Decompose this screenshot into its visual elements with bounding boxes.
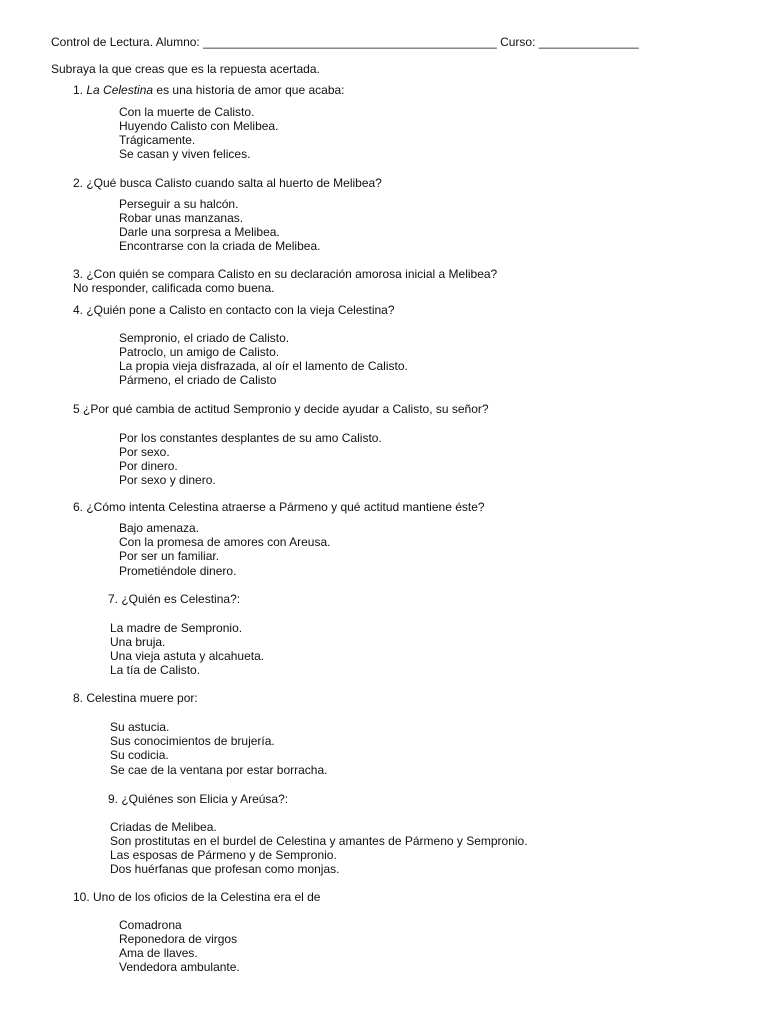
question-1-work-title: La Celestina [86, 83, 154, 97]
question-5-option-d[interactable]: Por sexo y dinero. [119, 473, 216, 487]
question-4: 4. ¿Quién pone a Calisto en contacto con la vieja Celestina? [73, 303, 395, 317]
question-8: 8. Celestina muere por: [73, 691, 198, 705]
question-9: 9. ¿Quiénes son Elicia y Areúsa?: [108, 792, 289, 806]
question-10-option-b[interactable]: Reponedora de virgos [119, 932, 238, 946]
question-2: 2. ¿Qué busca Calisto cuando salta al huerto de Melibea? [73, 176, 382, 190]
question-5: 5 ¿Por qué cambia de actitud Sempronio y decide ayudar a Calisto, su señor? [73, 402, 489, 416]
question-6-option-a[interactable]: Bajo amenaza. [119, 521, 200, 535]
question-1 [73, 83, 345, 97]
question-8-option-d[interactable]: Se cae de la ventana por estar borracha. [110, 763, 328, 777]
question-9-option-b[interactable]: Son prostitutas en el burdel de Celestina y amantes de Pármeno y Sempronio. [110, 834, 528, 848]
question-7-option-d[interactable]: La tía de Calisto. [110, 663, 201, 677]
question-1-option-b[interactable]: Huyendo Calisto con Melibea. [119, 119, 279, 133]
question-9-option-a[interactable]: Criadas de Melibea. [110, 820, 217, 834]
question-5-option-c[interactable]: Por dinero. [119, 459, 178, 473]
question-8-option-b[interactable]: Sus conocimientos de brujería. [110, 734, 275, 748]
question-6-option-c[interactable]: Por ser un familiar. [119, 549, 220, 563]
question-5-option-b[interactable]: Por sexo. [119, 445, 170, 459]
header-line: Control de Lectura. Alumno: ____________________________________________ Curso: _______________ [51, 35, 639, 49]
question-4-option-b[interactable]: Patroclo, un amigo de Calisto. [119, 345, 280, 359]
question-3: 3. ¿Con quién se compara Calisto en su declaración amorosa inicial a Melibea? [73, 267, 498, 281]
question-9-option-d[interactable]: Dos huérfanas que profesan como monjas. [110, 862, 340, 876]
question-6-option-b[interactable]: Con la promesa de amores con Areusa. [119, 535, 331, 549]
question-1-option-c[interactable]: Trágicamente. [119, 133, 196, 147]
question-3-note: No responder, calificada como buena. [73, 281, 275, 295]
question-1-option-a[interactable]: Con la muerte de Calisto. [119, 105, 255, 119]
question-2-option-c[interactable]: Darle una sorpresa a Melibea. [119, 225, 280, 239]
question-2-option-a[interactable]: Perseguir a su halcón. [119, 197, 239, 211]
question-1-number: 1. [73, 83, 87, 97]
question-9-option-c[interactable]: Las esposas de Pármeno y de Sempronio. [110, 848, 337, 862]
question-7-option-a[interactable]: La madre de Sempronio. [110, 621, 243, 635]
question-10-option-c[interactable]: Ama de llaves. [119, 946, 198, 960]
question-7: 7. ¿Quién es Celestina?: [108, 592, 241, 606]
question-6-option-d[interactable]: Prometiéndole dinero. [119, 564, 237, 578]
question-8-option-a[interactable]: Su astucia. [110, 720, 170, 734]
instructions: Subraya la que creas que es la repuesta acertada. [51, 62, 320, 76]
question-4-option-c[interactable]: La propia vieja disfrazada, al oír el lamento de Calisto. [119, 359, 408, 373]
question-7-option-c[interactable]: Una vieja astuta y alcahueta. [110, 649, 265, 663]
question-6: 6. ¿Cómo intenta Celestina atraerse a Pármeno y qué actitud mantiene éste? [73, 500, 485, 514]
question-4-option-d[interactable]: Pármeno, el criado de Calisto [119, 373, 277, 387]
question-2-option-d[interactable]: Encontrarse con la criada de Melibea. [119, 239, 321, 253]
question-1-rest: es una historia de amor que acaba: [153, 83, 345, 97]
question-10-option-a[interactable]: Comadrona [119, 918, 182, 932]
question-7-option-b[interactable]: Una bruja. [110, 635, 166, 649]
question-1-option-d[interactable]: Se casan y viven felices. [119, 147, 251, 161]
question-10: 10. Uno de los oficios de la Celestina era el de [73, 890, 321, 904]
question-2-option-b[interactable]: Robar unas manzanas. [119, 211, 244, 225]
question-10-option-d[interactable]: Vendedora ambulante. [119, 960, 240, 974]
question-4-option-a[interactable]: Sempronio, el criado de Calisto. [119, 331, 290, 345]
question-8-option-c[interactable]: Su codicia. [110, 748, 169, 762]
question-5-option-a[interactable]: Por los constantes desplantes de su amo Calisto. [119, 431, 382, 445]
